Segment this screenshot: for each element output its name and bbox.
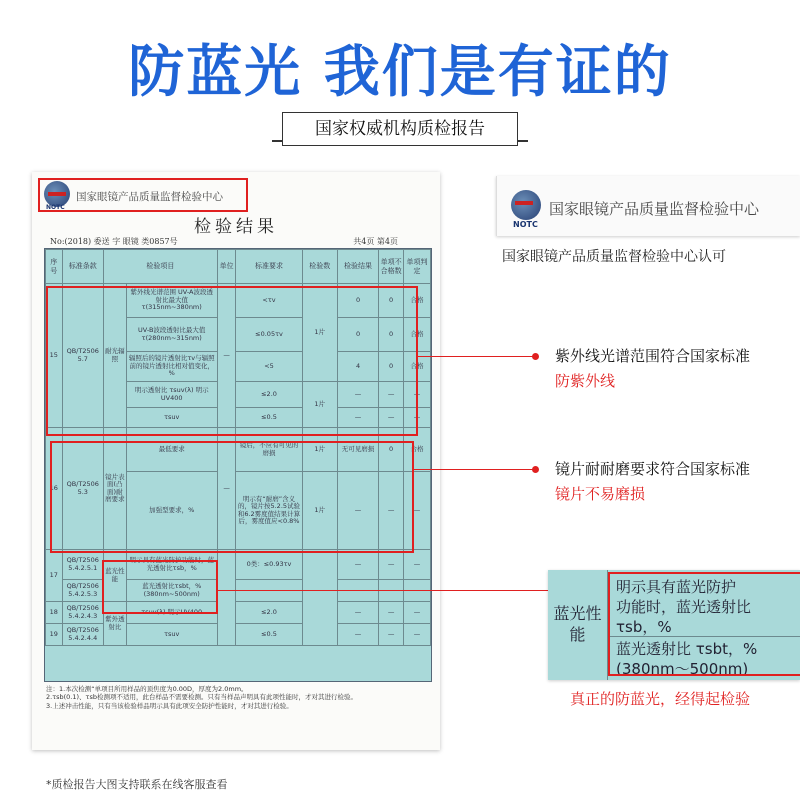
cell-fail: 0 (379, 352, 404, 382)
table-header-row (46, 250, 431, 284)
col-header: 单项判定 (404, 250, 431, 284)
cell-unit: — (217, 284, 236, 428)
cell-item: 加强型要求，% (126, 472, 217, 550)
uv-section-highlight (46, 286, 418, 436)
cell-req: ≤0.05τv (236, 318, 302, 352)
col-header: 标准条款 (62, 250, 103, 284)
cell-fail: 0 (379, 284, 404, 318)
subheading-label: 国家权威机构质检报告 (282, 112, 518, 146)
cell-clause: QB/T2506 5.4.2.4.3 (62, 602, 103, 624)
blue-light-caption: 真正的防蓝光，经得起检验 (570, 690, 751, 708)
cell-count: 1片 (302, 428, 337, 472)
cell-result: — (337, 382, 378, 408)
col-header: 检验项目 (103, 250, 217, 284)
cell-fail: — (379, 408, 404, 428)
cell-no: 17 (46, 550, 63, 602)
cell-clause: QB/T2506 5.3 (62, 428, 103, 550)
report-logo-highlight (38, 178, 248, 212)
cell-item: 最低要求 (126, 428, 217, 472)
zoomed-logo-panel (496, 176, 800, 236)
cell-result: 无可见磨损 (337, 428, 378, 472)
cell-verdict: 合格 (404, 428, 431, 472)
cell-count: 1片 (302, 472, 337, 550)
report-ref-no: No:(2018) 委送 字 眼镜 类0857号 (50, 237, 178, 246)
cell-result: — (337, 602, 378, 624)
cell-verdict: — (404, 408, 431, 428)
col-header: 序号 (46, 250, 63, 284)
uv-connector-line (418, 356, 534, 357)
cell-no: 15 (46, 284, 63, 428)
footer-note: *质检报告大图支持联系在线客服查看 (46, 778, 228, 791)
cell-fail: — (379, 624, 404, 646)
table-row (46, 624, 431, 646)
cell-req: 明示有“耐磨”含义的，镜片按5.2.5试验和6.2雾度值结果计算后，雾度值应<0.8% (236, 472, 302, 550)
zoomed-blue-line: (380nm～500nm) (616, 660, 749, 678)
cell-clause: QB/T2506 5.4.2.4.4 (62, 624, 103, 646)
cell-no: 18 (46, 602, 63, 624)
blue-connector-line (218, 590, 548, 591)
cell-unit (217, 550, 236, 646)
logo-abbr: NOTC (46, 204, 65, 211)
logo-text: 国家眼镜产品质量监督检验中心 (76, 191, 223, 203)
cell-count: 1片 (302, 284, 337, 382)
report-note-line: 注：1.本次检测“单项目所用样品的顶焦度为0.00D，厚度为2.0mm。 (46, 685, 248, 693)
cell-clause: QB/T2506 5.7 (62, 284, 103, 428)
zoomed-blue-line: τsb，% (616, 618, 672, 636)
cell-verdict: — (404, 602, 431, 624)
cell-group: 镜片表面(凸面)耐磨要求 (103, 428, 126, 550)
col-header: 单项不合格数 (379, 250, 404, 284)
uv-callout-sub: 防紫外线 (555, 372, 616, 390)
zoomed-blue-line: 明示具有蓝光防护 (616, 578, 737, 596)
page-headline: 防蓝光 我们是有证的 (128, 40, 672, 105)
cell-clause: QB/T2506 5.4.2.5.3 (62, 580, 103, 602)
zoomed-logo-abbr: NOTC (513, 220, 538, 229)
cell-result: — (337, 472, 378, 550)
cell-req: ≤2.0 (236, 382, 302, 408)
uv-callout-title: 紫外线光谱范围符合国家标准 (555, 347, 751, 365)
cell-req: <5 (236, 352, 302, 382)
report-notes (46, 685, 426, 710)
cell-verdict: 合格 (404, 352, 431, 382)
cell-result: 0 (337, 318, 378, 352)
cell-count: 1片 (302, 382, 337, 428)
zoomed-blue-line: 蓝光透射比 τsbt，% (616, 640, 758, 658)
cell-item: τsuv(λ) 明示UV400 (126, 602, 217, 624)
cell-req: <τv (236, 284, 302, 318)
zoomed-blue-line: 功能时，蓝光透射比 (616, 598, 752, 616)
zoomed-blue-highlight (608, 572, 800, 676)
cell-fail: — (379, 602, 404, 624)
cell-result: 0 (337, 284, 378, 318)
cell-req: ≤2.0 (236, 602, 302, 624)
report-page-info: 共4页 第4页 (353, 237, 398, 246)
cell-item: 明示具有蓝光防护功能时，蓝光透射比τsb，% (126, 550, 217, 580)
wear-section-highlight (50, 441, 414, 553)
cell-item: 蓝光透射比τsbt，%(380nm~500nm) (126, 580, 217, 602)
logo-caption: 国家眼镜产品质量监督检验中心认可 (502, 249, 726, 265)
zoomed-logo-text: 国家眼镜产品质量监督检验中心 (549, 200, 760, 218)
cell-req: 0类：≤0.93τv (236, 550, 302, 580)
wear-connector-line (414, 469, 534, 470)
cell-group: 蓝光性能 (103, 550, 126, 602)
cell-group: 紫外透射比 (103, 602, 126, 646)
cell-item: 辐照后的镜片透射比τv与辐照前的镜片透射比相对值变化，% (126, 352, 217, 382)
cell-fail: — (379, 472, 404, 550)
cell-clause: QB/T2506 5.4.2.5.1 (62, 550, 103, 580)
cell-item: UV-B波段透射比最大值τ(280nm~315nm) (126, 318, 217, 352)
report-note-line: 3.上述冲击性能，只有当该检验样品明示具有此项安全防护性能时，才对其进行检验。 (46, 701, 293, 710)
col-header: 检验结果 (337, 250, 378, 284)
wear-callout-sub: 镜片不易磨损 (555, 485, 646, 503)
cell-verdict: — (404, 624, 431, 646)
cell-unit: — (217, 428, 236, 550)
wear-connector-dot (532, 466, 539, 473)
cell-req: ≤0.5 (236, 408, 302, 428)
cell-verdict: — (404, 382, 431, 408)
cell-req: 镜后，不应有可见的磨损 (236, 428, 302, 472)
cell-fail: — (379, 382, 404, 408)
cell-result: — (337, 624, 378, 646)
uv-connector-dot (532, 353, 539, 360)
cell-no: 16 (46, 428, 63, 550)
zoomed-blue-light-table (548, 570, 800, 680)
wear-callout-title: 镜片耐耐磨要求符合国家标准 (555, 460, 751, 478)
col-header: 标准要求 (236, 250, 302, 284)
cell-verdict: 合格 (404, 284, 431, 318)
report-title: 检验结果 (194, 217, 278, 237)
cell-count (302, 550, 337, 646)
report-note-line: 2.τsb(0.1)、τsb检测项不适用，此台样品不需要检测。只有当样品声明具有此项性能时，才对其进行检验。 (46, 693, 357, 702)
zoomed-blue-group-label: 蓝光性能 (548, 570, 608, 680)
cell-item: τsuv (126, 624, 217, 646)
cell-result: 4 (337, 352, 378, 382)
cell-req: ≤0.5 (236, 624, 302, 646)
col-header: 检验数 (302, 250, 337, 284)
cell-item: 明示透射比 τsuv(λ) 明示UV400 (126, 382, 217, 408)
blue-light-section-highlight (102, 560, 218, 614)
cell-result: — (337, 408, 378, 428)
cell-no: 19 (46, 624, 63, 646)
cell-group: 耐光辐照 (103, 284, 126, 428)
cell-item: 紫外线光谱范围 UV-A波段透射比最大值τ(315nm~380nm) (126, 284, 217, 318)
cell-fail: 0 (379, 318, 404, 352)
cell-verdict: — (404, 550, 431, 580)
cell-item: τsuv (126, 408, 217, 428)
cell-verdict: 合格 (404, 318, 431, 352)
cell-verdict: — (404, 472, 431, 550)
notc-globe-icon (511, 190, 541, 220)
cell-fail: 0 (379, 428, 404, 472)
col-header: 单位 (217, 250, 236, 284)
cell-result: — (337, 550, 378, 580)
cell-fail: — (379, 550, 404, 580)
